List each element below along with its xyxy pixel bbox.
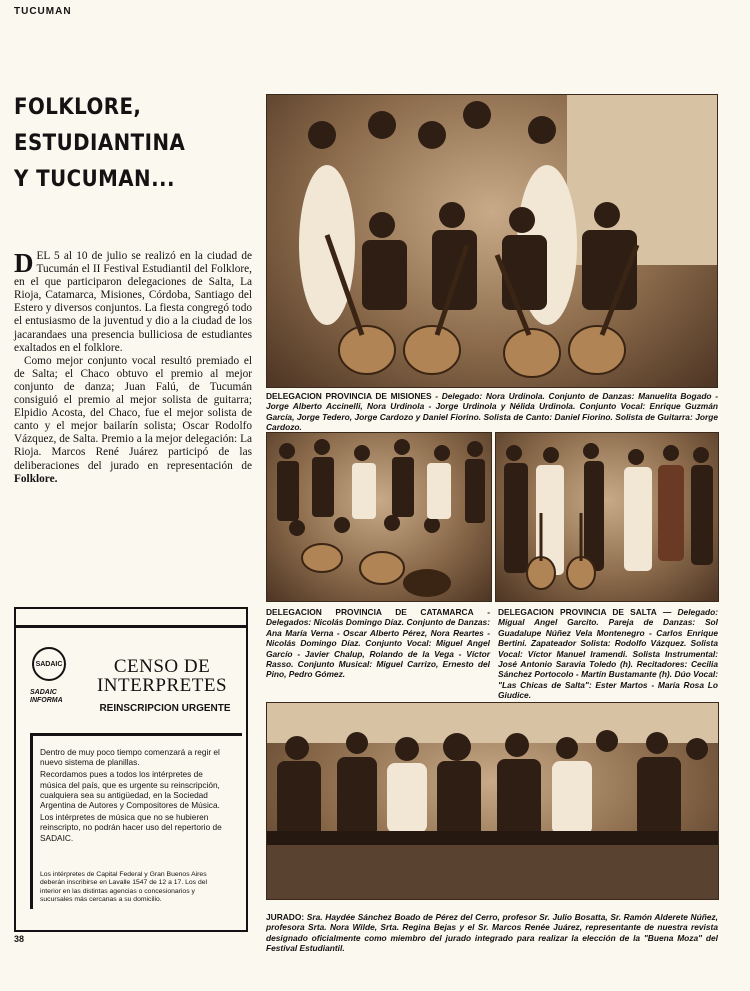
caption-misiones-label: DELEGACION PROVINCIA DE MISIONES <box>266 391 432 401</box>
caption-jury-label: JURADO: <box>266 912 305 922</box>
article-paragraph-2 <box>14 355 252 486</box>
caption-misiones <box>266 391 718 433</box>
photo-jury-figures <box>267 703 718 899</box>
headline-line-1: FOLKLORE, <box>14 95 142 120</box>
caption-salta-text: — Delegado: Migual Angel Garcito. Pareja de Danzas: Sol Guadalupe Núñez Vela Montenegro - Carlos Enrique Bertini. Zapateador Solista: Rodolfo Vázquez. Solista Vocal: Víctor Manuel Iramendi. Solista Instrumental: José Antonio Saravia Toledo (h). Recitadores: Cecilia Sánchez Portocolo - Martín Bustamante (h). Dúo Vocal: "Las Chicas de Salta": Ester Martos - María Rosa Lo Giudice. <box>498 607 718 701</box>
sadaic-advertisement <box>14 607 248 932</box>
article-paragraph-1 <box>14 250 252 355</box>
headline <box>14 90 230 198</box>
caption-catamarca-label: DELEGACION PROVINCIA DE CATAMARCA <box>266 607 474 617</box>
caption-salta-label: DELEGACION PROVINCIA DE SALTA <box>498 607 657 617</box>
photo-misiones-figures <box>267 95 717 387</box>
caption-catamarca-text: - Delegados: Nicolás Domingo Díaz. Conjunto de Danzas: Ana María Verna - Oscar Alberto Pérez, Nora Reartes - Nicolás Domingo Díaz. Conjunto Vocal: Miguel Angel Garcío - Javier Chalup, Rolando de la Vega - Víctor Rasso. Conjunto Musical: Miguel Carrizo, Ernesto del Pino, Pedro Gómez. <box>266 607 490 680</box>
ad-subtitle: REINSCRIPCION URGENTE <box>99 703 231 714</box>
ad-body <box>40 747 226 845</box>
caption-catamarca <box>266 607 490 680</box>
headline-line-2: ESTUDIANTINA <box>14 131 186 156</box>
photo-salta-figures <box>496 433 718 601</box>
ad-body-paragraph-2: Recordamos pues a todos los intérpretes de música del país, que es urgente su reinscripción, cualquiera sea su antigüedad, en la Sociedad Argentina de Autores y Compositores de Música. <box>40 769 220 811</box>
ad-title-line-2: INTERPRETES <box>96 675 228 696</box>
ad-divider <box>16 625 246 628</box>
running-head: TUCUMAN <box>14 6 72 17</box>
drop-cap: D <box>14 248 34 278</box>
caption-jury <box>266 912 718 954</box>
ad-small-print: Los intérpretes de Capital Federal y Gran Buenos Aires deberán inscribirse en Lavalle 1547 de 12 a 17. Los del interior en las distintas agencias o concesionarios y sucursales más cercanas a su domicilio. <box>40 871 208 904</box>
page-number: 38 <box>14 934 25 944</box>
ad-title <box>78 657 246 695</box>
photo-jury <box>266 702 719 900</box>
ad-title-line-1: CENSO DE <box>113 656 211 677</box>
photo-catamarca-delegation <box>266 432 492 602</box>
sadaic-informa-label: SADAIC INFORMA <box>30 689 63 704</box>
caption-salta <box>498 607 718 701</box>
article-signoff: Folklore. <box>14 472 58 485</box>
ad-body-paragraph-3: Los intérpretes de música que no se hubieren reinscripto, no podrán hacer uso del repertorio de SADAIC. <box>40 812 222 843</box>
ad-body-paragraph-1: Dentro de muy poco tiempo comenzará a regir el nuevo sistema de planillas. <box>40 747 220 768</box>
headline-line-3: Y TUCUMAN... <box>14 167 175 192</box>
caption-misiones-text: - Delegado: Nora Urdinola. Conjunto de Danzas: Manuelita Bogado - Jorge Alberto Accinelli, Nora Urdinola - Jorge Urdinola y Nélida Urdinola. Conjunto Vocal: Enrique Guzmán García, Jorge Tedero, Jorge Cardozo y Daniel Fiorino. Solista de Canto: Daniel Fiorino. Solista de Guitarra: Jorge Cardozo. <box>266 391 718 433</box>
article-paragraph-2-text: Como mejor conjunto vocal resultó premiado el de Salta; el Chaco obtuvo el premio al mejor conjunto de danza; Juan Falú, de Tucumán consiguió el premio al mejor solista de guitarra; Elpidio Acosta, del Chaco, fue el mejor solista de canto y el mejor bailarín solista; Oscar Rodolfo Vázquez, de Salta. Premio a la mejor delegación: La Rioja. Marcos René Juárez participó de las deliberaciones del jurado en representación de <box>14 354 252 472</box>
photo-misiones-delegation <box>266 94 718 388</box>
photo-salta-delegation <box>495 432 719 602</box>
article-body <box>14 250 252 486</box>
article-paragraph-1-text: EL 5 al 10 de julio se realizó en la ciudad de Tucumán el II Festival Estudiantil del Folklore, en el que participaron delegaciones de Salta, La Rioja, Catamarca, Misiones, Córdoba, Santiago del Estero y diversos conjuntos. La fiesta congregó todo el entusiasmo de la juventud y dio a la ciudad de los jacarandaes una presencia bulliciosa de estudiantes exaltados en el folklore. <box>14 250 252 354</box>
caption-jury-text: Sra. Haydée Sánchez Boado de Pérez del Cerro, profesor Sr. Julio Bosatta, Sr. Ramón Alderete Núñez, profesora Srta. Nora Wilde, Srta. Regina Bejas y el Sr. Marcos Renée Juárez, representante de nuestra revista designado oficialmente como miembro del jurado integrado para realizar la elección de la "Buena Moza" del Festival Estudiantil. <box>266 912 718 954</box>
photo-catamarca-figures <box>267 433 491 601</box>
sadaic-logo-icon: SADAIC <box>32 647 66 681</box>
